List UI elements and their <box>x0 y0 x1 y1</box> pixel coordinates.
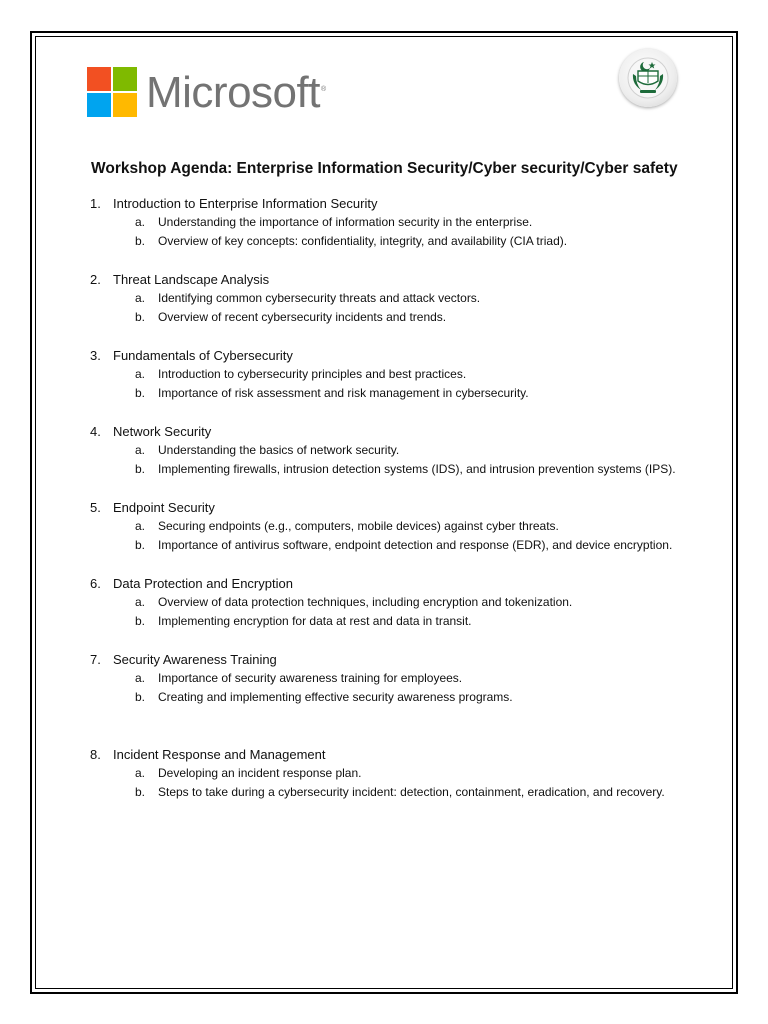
agenda-section <box>90 650 690 707</box>
agenda-title: Workshop Agenda: Enterprise Information Security/Cyber security/Cyber safety <box>91 160 678 177</box>
subitem-text: Understanding the basics of network security. <box>158 443 400 457</box>
subitem-letter: a. <box>135 215 146 229</box>
subitem-letter: b. <box>135 462 146 476</box>
microsoft-grid-icon <box>87 67 137 117</box>
microsoft-logo <box>87 66 326 118</box>
subitem-letter: a. <box>135 367 146 381</box>
agenda-section <box>90 574 690 631</box>
agenda-subitem <box>135 612 690 631</box>
subitem-letter: a. <box>135 595 146 609</box>
section-number: 5. <box>90 500 101 515</box>
agenda-subitem <box>135 764 690 783</box>
section-title: Security Awareness Training <box>113 652 277 667</box>
agenda-section <box>90 422 690 479</box>
section-title: Network Security <box>113 424 212 439</box>
agenda-list <box>90 194 690 802</box>
subitem-text: Overview of key concepts: confidentiality, integrity, and availability (CIA triad). <box>158 234 568 248</box>
agenda-subitem <box>135 669 690 688</box>
trademark-symbol: ® <box>320 86 326 94</box>
subitem-letter: a. <box>135 443 146 457</box>
emblem-graphic <box>619 49 677 107</box>
subitem-letter: b. <box>135 690 146 704</box>
subitem-text: Importance of security awareness training for employees. <box>158 671 463 685</box>
subitem-letter: b. <box>135 785 146 799</box>
section-number: 8. <box>90 747 101 762</box>
section-title: Threat Landscape Analysis <box>113 272 270 287</box>
agenda-subitem <box>135 783 690 802</box>
subitem-text: Steps to take during a cybersecurity incident: detection, containment, eradication, and recovery. <box>158 785 665 799</box>
section-number: 3. <box>90 348 101 363</box>
agenda-subitem <box>135 289 690 308</box>
microsoft-wordmark <box>146 68 326 117</box>
subitem-text: Implementing firewalls, intrusion detection systems (IDS), and intrusion prevention systems (IPS). <box>158 462 676 476</box>
subitem-text: Implementing encryption for data at rest and data in transit. <box>158 614 472 628</box>
section-number: 1. <box>90 196 101 211</box>
section-title: Endpoint Security <box>113 500 215 515</box>
section-title: Data Protection and Encryption <box>113 576 293 591</box>
agenda-subitem <box>135 365 690 384</box>
subitem-text: Importance of risk assessment and risk management in cybersecurity. <box>158 386 529 400</box>
agenda-section <box>90 346 690 403</box>
agenda-section <box>90 270 690 327</box>
subitem-text: Creating and implementing effective security awareness programs. <box>158 690 513 704</box>
subitem-letter: b. <box>135 310 146 324</box>
subitem-letter: b. <box>135 614 146 628</box>
agenda-section <box>90 745 690 802</box>
agenda-subitem <box>135 688 690 707</box>
logo-square-red <box>87 67 111 91</box>
agenda-subitem <box>135 384 690 403</box>
logo-square-green <box>113 67 137 91</box>
subitem-letter: b. <box>135 386 146 400</box>
wordmark-text: Microsoft <box>146 68 320 117</box>
section-number: 4. <box>90 424 101 439</box>
subitem-text: Developing an incident response plan. <box>158 766 362 780</box>
subitem-text: Introduction to cybersecurity principles and best practices. <box>158 367 467 381</box>
agenda-subitem <box>135 308 690 327</box>
section-number: 2. <box>90 272 101 287</box>
section-title: Incident Response and Management <box>113 747 326 762</box>
agenda-subitem <box>135 536 690 555</box>
subitem-letter: a. <box>135 291 146 305</box>
subitem-letter: a. <box>135 519 146 533</box>
agenda-subitem <box>135 593 690 612</box>
agenda-subitem <box>135 213 690 232</box>
section-title: Fundamentals of Cybersecurity <box>113 348 293 363</box>
subitem-text: Importance of antivirus software, endpoint detection and response (EDR), and device encryption. <box>158 538 673 552</box>
section-number: 7. <box>90 652 101 667</box>
logo-square-blue <box>87 93 111 117</box>
agenda-subitem <box>135 517 690 536</box>
subitem-text: Securing endpoints (e.g., computers, mobile devices) against cyber threats. <box>158 519 559 533</box>
agenda-section <box>90 498 690 555</box>
subitem-text: Understanding the importance of information security in the enterprise. <box>158 215 533 229</box>
subitem-text: Overview of data protection techniques, including encryption and tokenization. <box>158 595 573 609</box>
agenda-section <box>90 194 690 251</box>
subitem-text: Identifying common cybersecurity threats and attack vectors. <box>158 291 481 305</box>
emblem-icon <box>619 49 677 107</box>
subitem-letter: b. <box>135 538 146 552</box>
agenda-subitem <box>135 232 690 251</box>
subitem-text: Overview of recent cybersecurity incidents and trends. <box>158 310 447 324</box>
agenda-subitem <box>135 441 690 460</box>
logo-square-yellow <box>113 93 137 117</box>
subitem-letter: b. <box>135 234 146 248</box>
section-number: 6. <box>90 576 101 591</box>
subitem-letter: a. <box>135 671 146 685</box>
agenda-subitem <box>135 460 690 479</box>
subitem-letter: a. <box>135 766 146 780</box>
section-title: Introduction to Enterprise Information Security <box>113 196 378 211</box>
